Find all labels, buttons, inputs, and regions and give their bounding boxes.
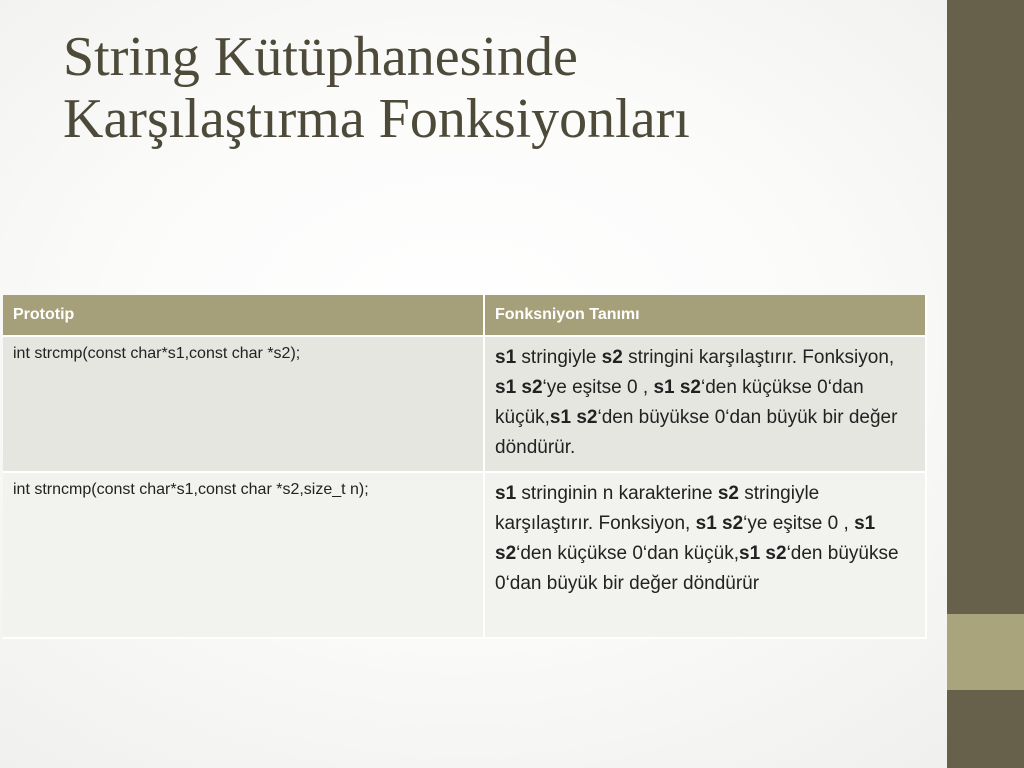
description-text: stringiyle bbox=[516, 347, 602, 368]
variable-name: s1 bbox=[495, 347, 517, 368]
variable-name: s1 bbox=[495, 483, 517, 504]
variable-name: s2 bbox=[717, 483, 739, 504]
description-text: stringinin n karakterine bbox=[516, 483, 718, 504]
variable-name: s1 s2 bbox=[739, 543, 787, 564]
table-header-row bbox=[3, 295, 927, 337]
header-function-description: Fonksniyon Tanımı bbox=[485, 295, 927, 337]
description-text: ‘ye eşitse 0 , bbox=[743, 513, 855, 534]
header-prototype: Prototip bbox=[3, 295, 485, 337]
table-row bbox=[3, 473, 927, 639]
variable-name: s1 s2 bbox=[695, 513, 744, 534]
description-text: ‘den büyükse 0‘dan büyük bir değer döndürür bbox=[495, 543, 899, 594]
variable-name: s1 s2 bbox=[653, 377, 701, 398]
prototype-cell: int strcmp(const char*s1,const char *s2); bbox=[3, 337, 485, 473]
variable-name: s1 s2 bbox=[495, 377, 543, 398]
description-text: ‘den küçükse 0‘dan küçük, bbox=[495, 377, 864, 428]
description-text: ‘ye eşitse 0 , bbox=[542, 377, 654, 398]
description-text: ‘den küçükse 0‘dan küçük, bbox=[516, 543, 740, 564]
description-text: stringini karşılaştırır. Fonksiyon, bbox=[622, 347, 895, 368]
function-table bbox=[3, 295, 927, 639]
slide-title bbox=[63, 26, 923, 150]
variable-name: s1 s2 bbox=[495, 513, 876, 564]
prototype-cell: int strncmp(const char*s1,const char *s2,size_t n); bbox=[3, 473, 485, 639]
table-row bbox=[3, 337, 927, 473]
variable-name: s2 bbox=[601, 347, 623, 368]
variable-name: s1 s2 bbox=[549, 407, 598, 428]
right-accent-block bbox=[947, 614, 1024, 690]
slide-title-line2: Karşılaştırma Fonksiyonları bbox=[63, 88, 690, 150]
description-cell bbox=[485, 337, 927, 473]
description-text: stringiyle karşılaştırır. Fonksiyon, bbox=[495, 483, 820, 534]
description-cell bbox=[485, 473, 927, 639]
description-text: ‘den büyükse 0‘dan büyük bir değer döndürür. bbox=[495, 407, 898, 458]
slide-title-line1: String Kütüphanesinde bbox=[63, 26, 578, 88]
